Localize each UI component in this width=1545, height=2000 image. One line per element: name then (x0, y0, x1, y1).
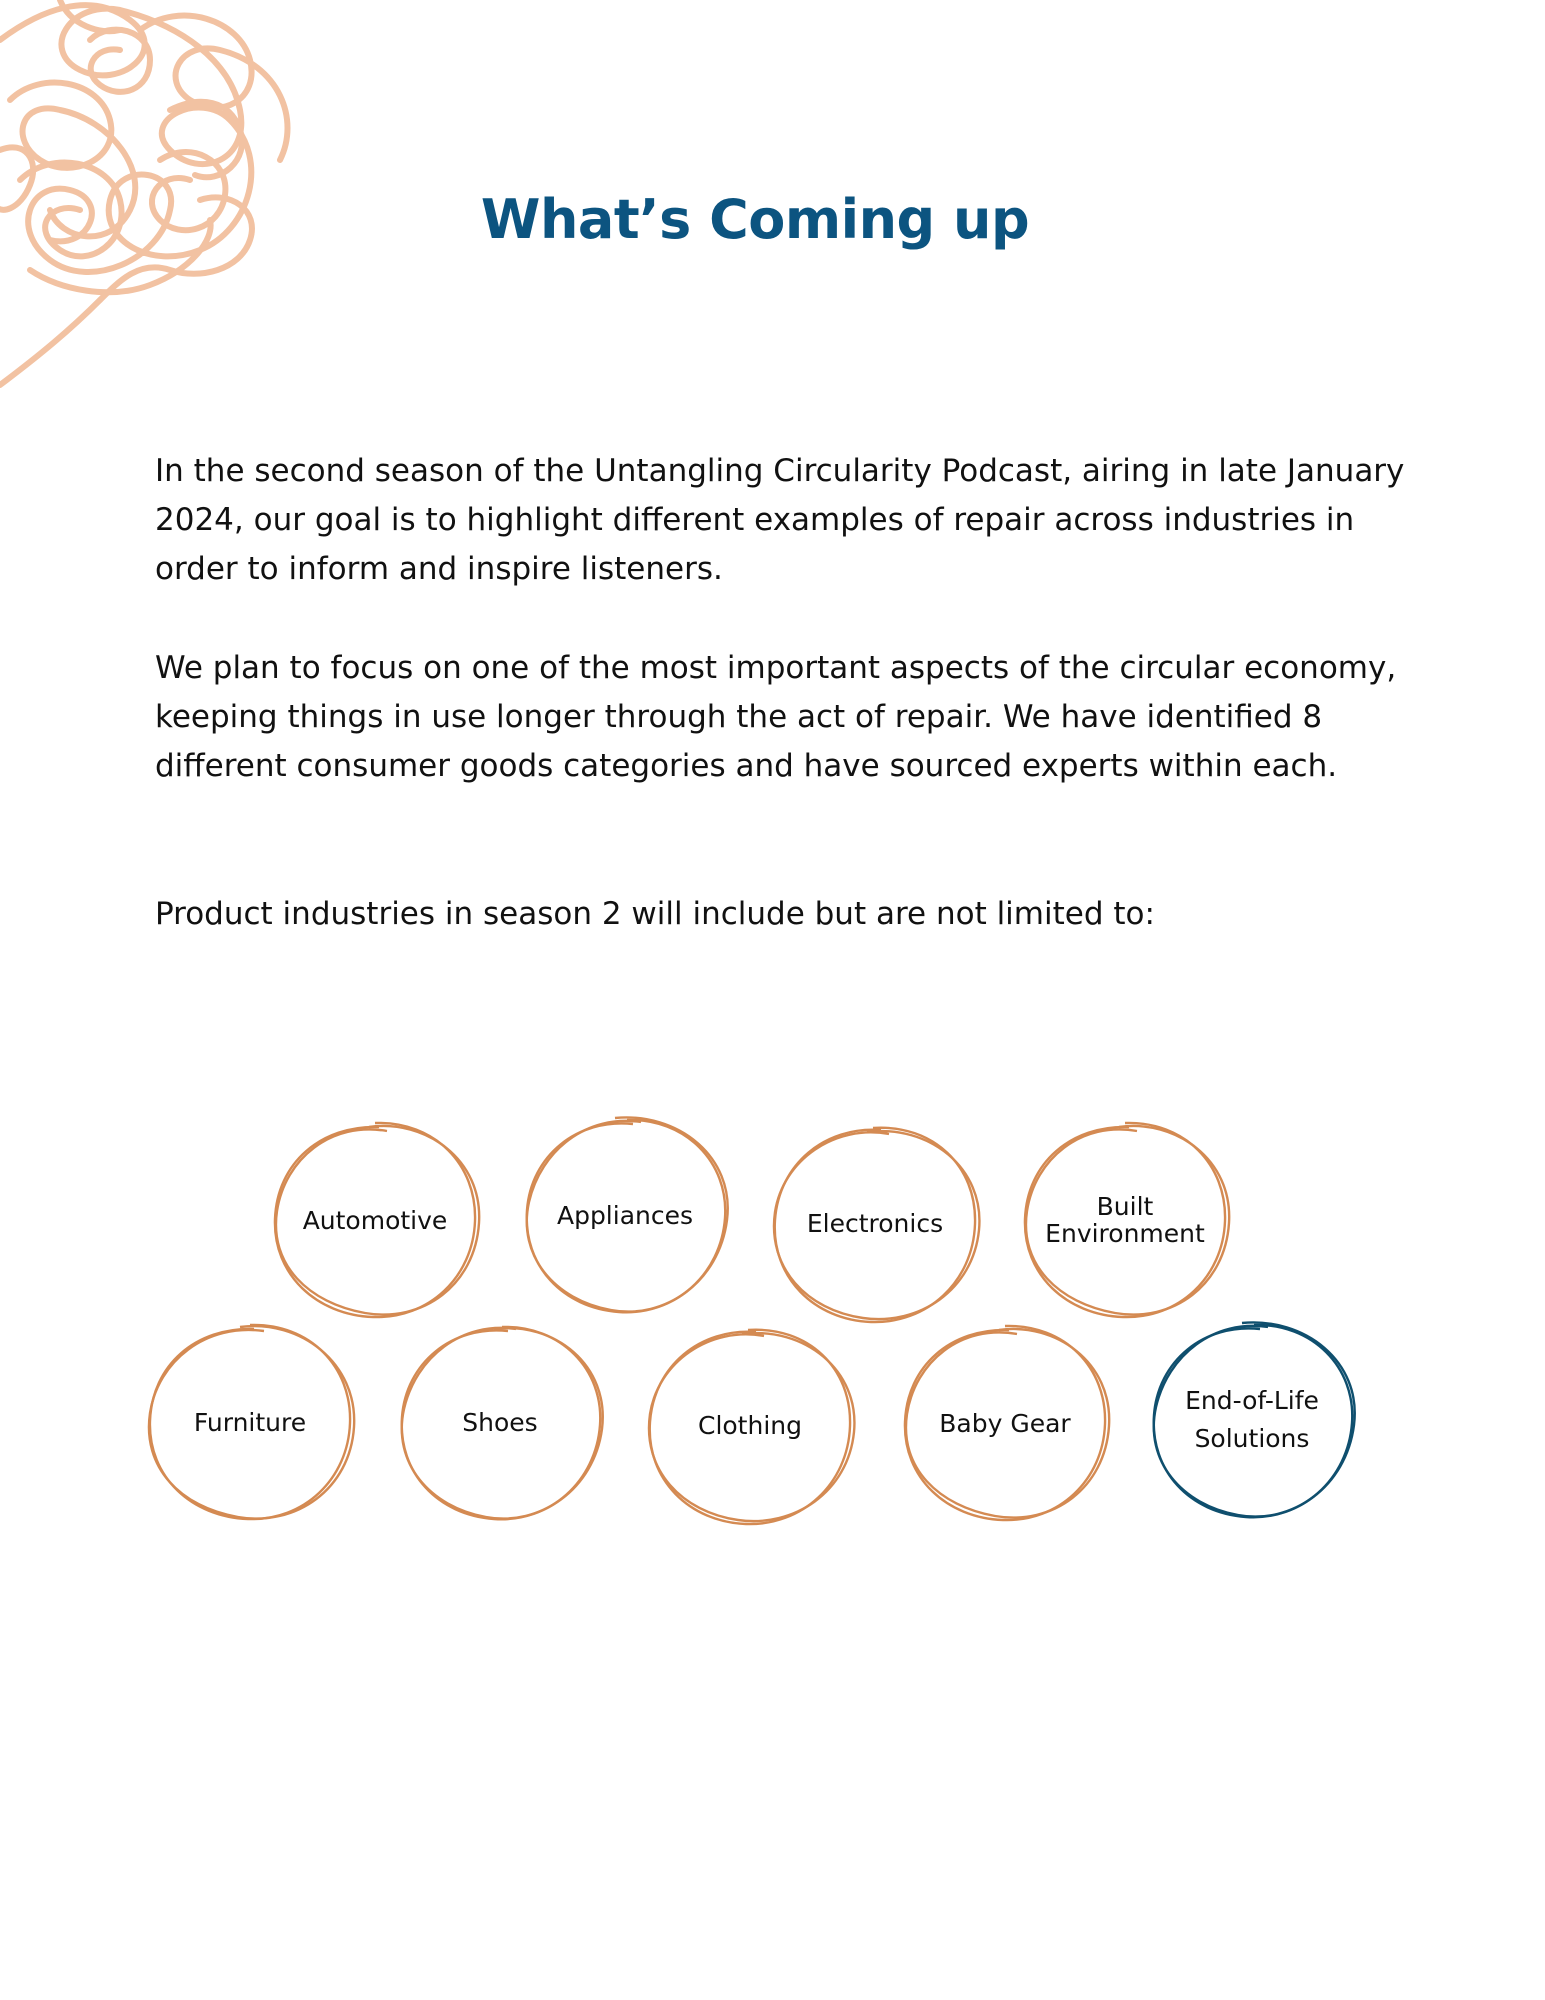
category-label: End-of-Life Solutions (1185, 1386, 1319, 1453)
category-label: Electronics (806, 1208, 944, 1238)
category-label: Appliances (556, 1200, 694, 1230)
category-circle-built-environment (1015, 1115, 1235, 1325)
category-circle-end-of-life (1142, 1315, 1362, 1525)
category-circle-automotive (265, 1115, 485, 1325)
category-circle-baby-gear (895, 1318, 1115, 1528)
category-circle-shoes (390, 1317, 610, 1527)
category-circle-appliances (515, 1110, 735, 1320)
intro-paragraph: In the second season of the Untangling Circularity Podcast, airing in late January 2024, our goal is to highlight different examples of repair across industries in order to inform and inspire listeners. (155, 453, 1405, 587)
category-circle-furniture (140, 1317, 360, 1527)
hand-drawn-circle-icon (1142, 1315, 1362, 1525)
category-label: Shoes (462, 1407, 538, 1437)
hand-drawn-circle-icon (765, 1118, 985, 1328)
industries-lead-paragraph: Product industries in season 2 will include but are not limited to: (155, 896, 1155, 932)
category-label: Clothing (697, 1410, 802, 1440)
category-label: Built Environment (1045, 1192, 1205, 1248)
hand-drawn-circle-icon (1015, 1115, 1235, 1325)
category-label: Baby Gear (939, 1408, 1071, 1438)
hand-drawn-circle-icon (515, 1110, 735, 1320)
category-circle-electronics (765, 1118, 985, 1328)
hand-drawn-circle-icon (390, 1317, 610, 1527)
category-label: Furniture (193, 1407, 307, 1437)
page-title: What’s Coming up (480, 188, 1030, 251)
category-label: Automotive (302, 1205, 448, 1235)
hand-drawn-circle-icon (140, 1317, 360, 1527)
category-circle-clothing (640, 1320, 860, 1530)
hand-drawn-circle-icon (265, 1115, 485, 1325)
hand-drawn-circle-icon (895, 1318, 1115, 1528)
hand-drawn-circle-icon (640, 1320, 860, 1530)
focus-paragraph: We plan to focus on one of the most important aspects of the circular economy, keeping things in use longer through the act of repair. We have identified 8 different consumer goods categories and have sourced experts within each. (155, 650, 1397, 784)
